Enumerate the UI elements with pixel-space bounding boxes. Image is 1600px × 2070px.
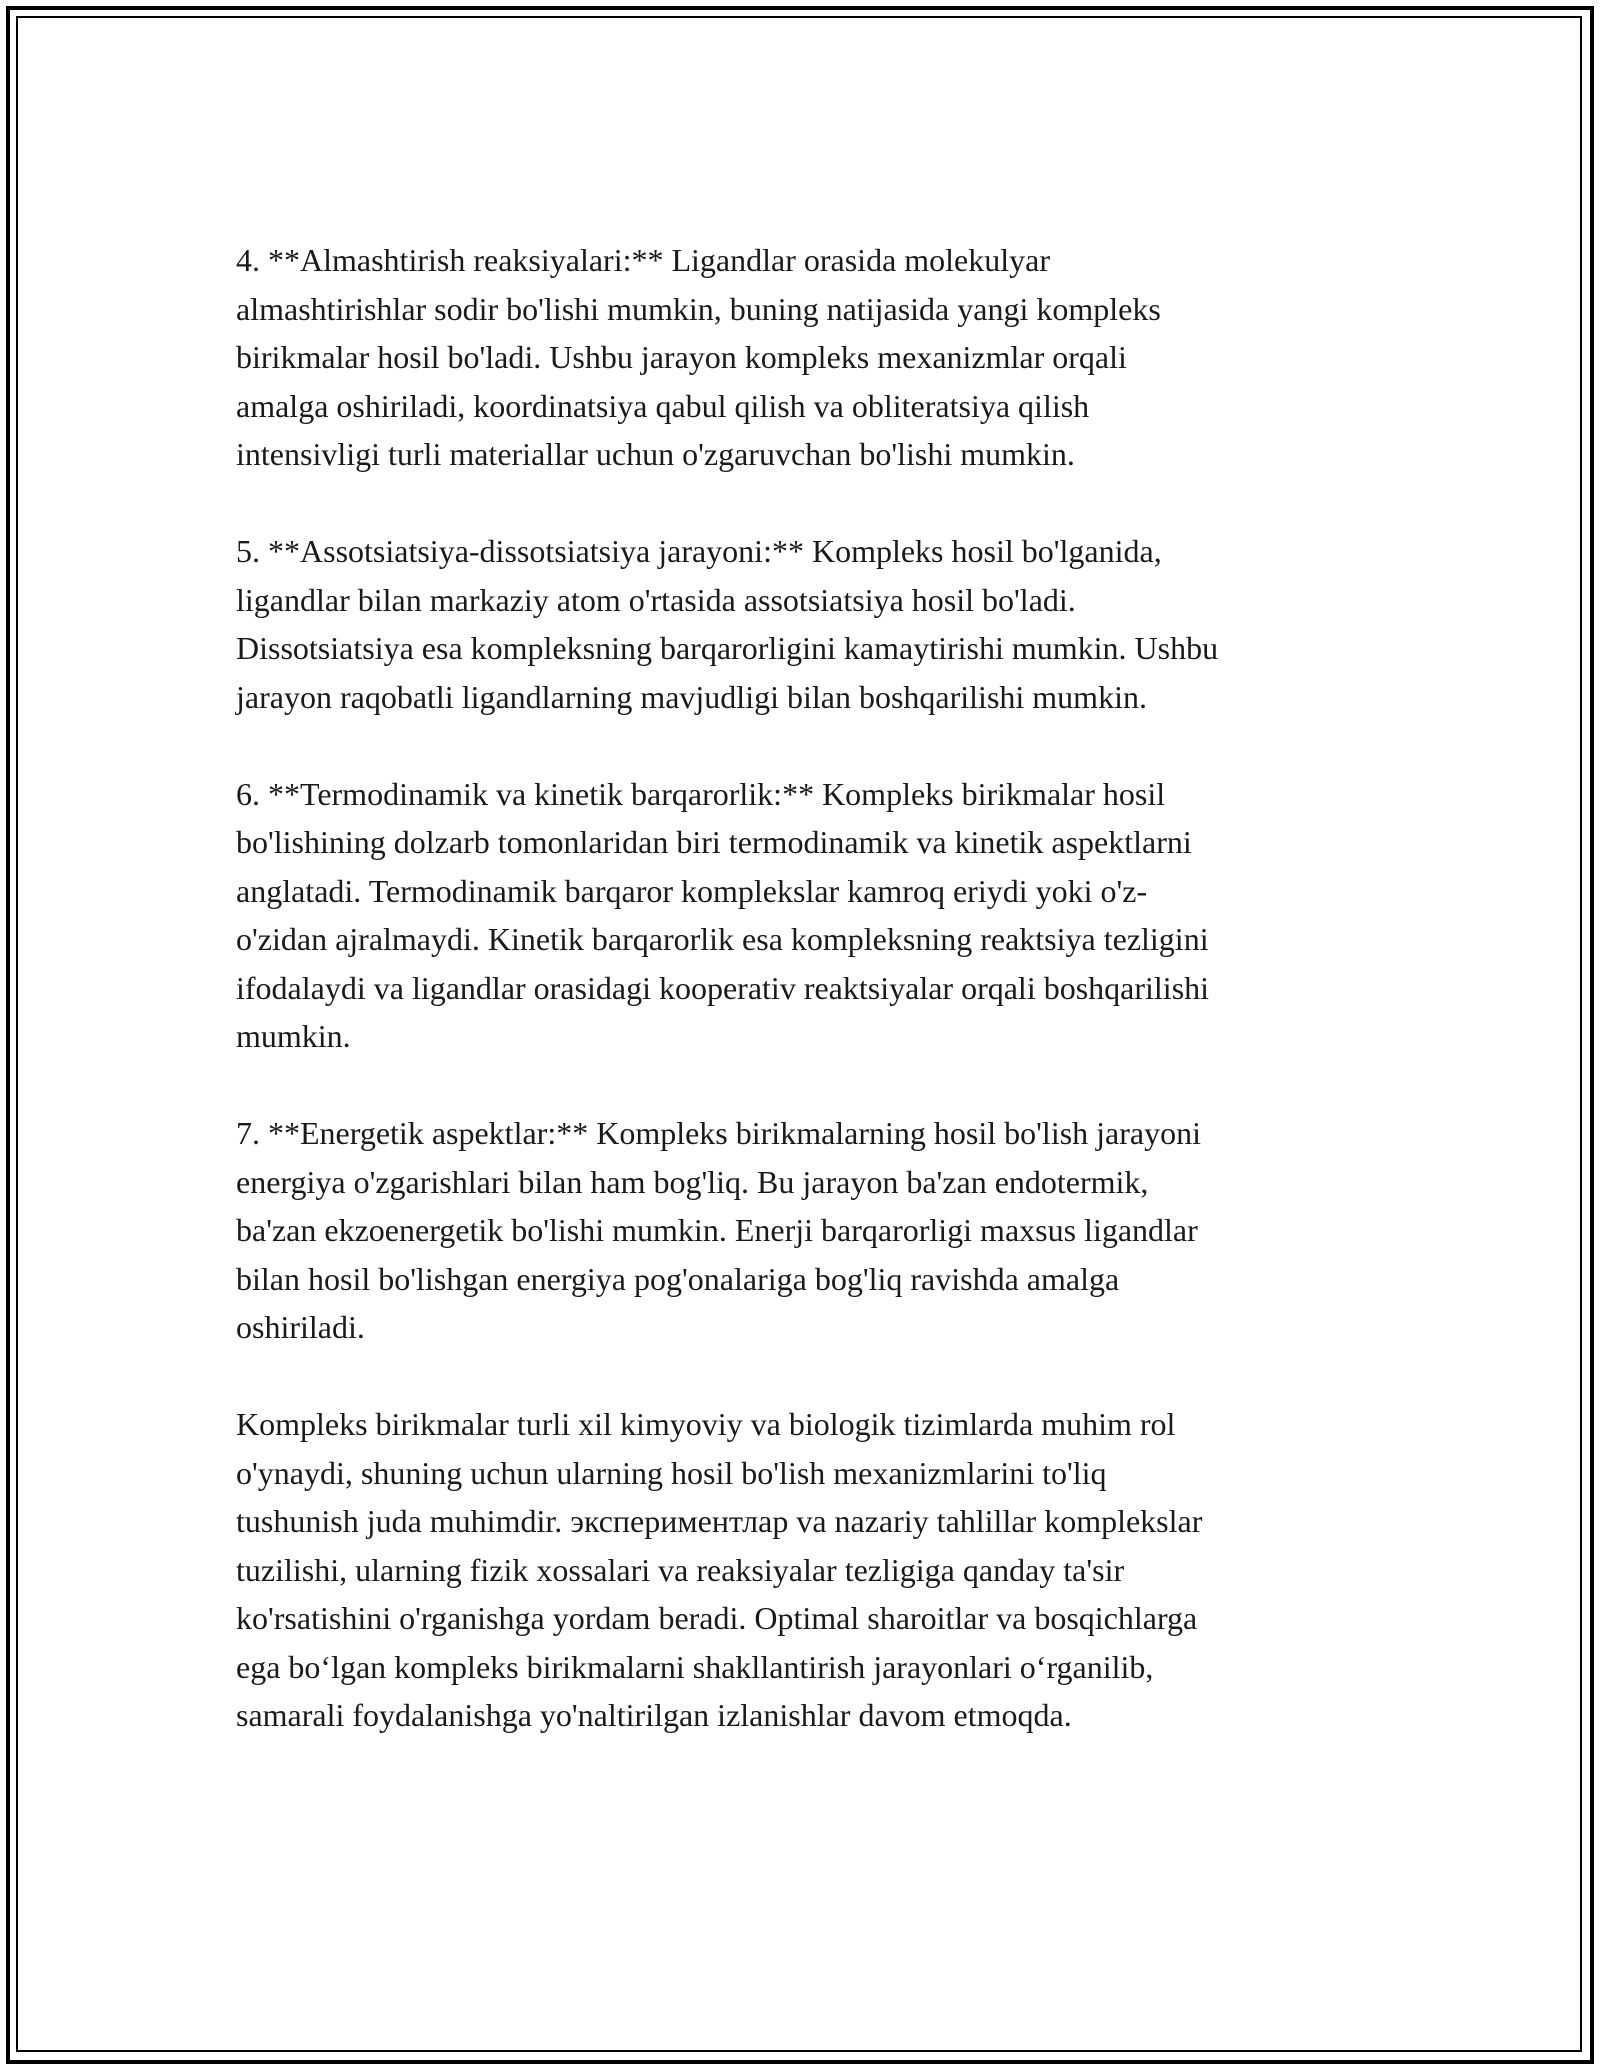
document-body (236, 236, 1376, 1740)
paragraph-item-5: 5. **Assotsiatsiya-dissotsiatsiya jarayoni:** Kompleks hosil bo'lganida, ligandlar bilan markaziy atom o'rtasida assotsiatsiya hosil bo'ladi. Dissotsiatsiya esa kompleksning barqarorligini kamaytirishi mumkin. Ushbu jarayon raqobatli ligandlarning mavjudligi bilan boshqarilishi mumkin. (236, 533, 1219, 715)
paragraph-conclusion: Kompleks birikmalar turli xil kimyoviy va biologik tizimlarda muhim rol o'ynaydi, shuning uchun ularning hosil bo'lish mexanizmlarini to'liq tushunish juda muhimdir. экспериментлар va nazariy tahlillar komplekslar tuzilishi, ularning fizik xossalari va reaksiyalar tezligiga qanday ta'sir ko'rsatishini o'rganishga yordam beradi. Optimal sharoitlar va bosqichlarga ega bo‘lgan kompleks birikmalarni shakllantirish jarayonlari o‘rganilib, samarali foydalanishga yo'naltirilgan izlanishlar davom etmoqda. (236, 1406, 1203, 1733)
paragraph-item-7: 7. **Energetik aspektlar:** Kompleks birikmalarning hosil bo'lish jarayoni energiya o'zgarishlari bilan ham bog'liq. Bu jarayon ba'zan endotermik, ba'zan ekzoenergetik bo'lishi mumkin. Enerji barqarorligi maxsus ligandlar bilan hosil bo'lishgan energiya pog'onalariga bog'liq ravishda amalga oshiriladi. (236, 1115, 1201, 1345)
paragraph-item-6: 6. **Termodinamik va kinetik barqarorlik:** Kompleks birikmalar hosil bo'lishining dolzarb tomonlaridan biri termodinamik va kinetik aspektlarni anglatadi. Termodinamik barqaror komplekslar kamroq eriydi yoki o'z- o'zidan ajralmaydi. Kinetik barqarorlik esa kompleksning reaktsiya tezligini ifodalaydi va ligandlar orasidagi kooperativ reaktsiyalar orqali boshqarilishi mumkin. (236, 775, 1210, 1054)
paragraph-item-4: 4. **Almashtirish reaksiyalari:** Ligandlar orasida molekulyar almashtirishlar sodir bo'lishi mumkin, buning natijasida yangi kompleks birikmalar hosil bo'ladi. Ushbu jarayon kompleks mexanizmlar orqali amalga oshiriladi, koordinatsiya qabul qilish va obliteratsiya qilish intensivligi turli materiallar uchun o'zgaruvchan bo'lishi mumkin. (236, 242, 1161, 472)
